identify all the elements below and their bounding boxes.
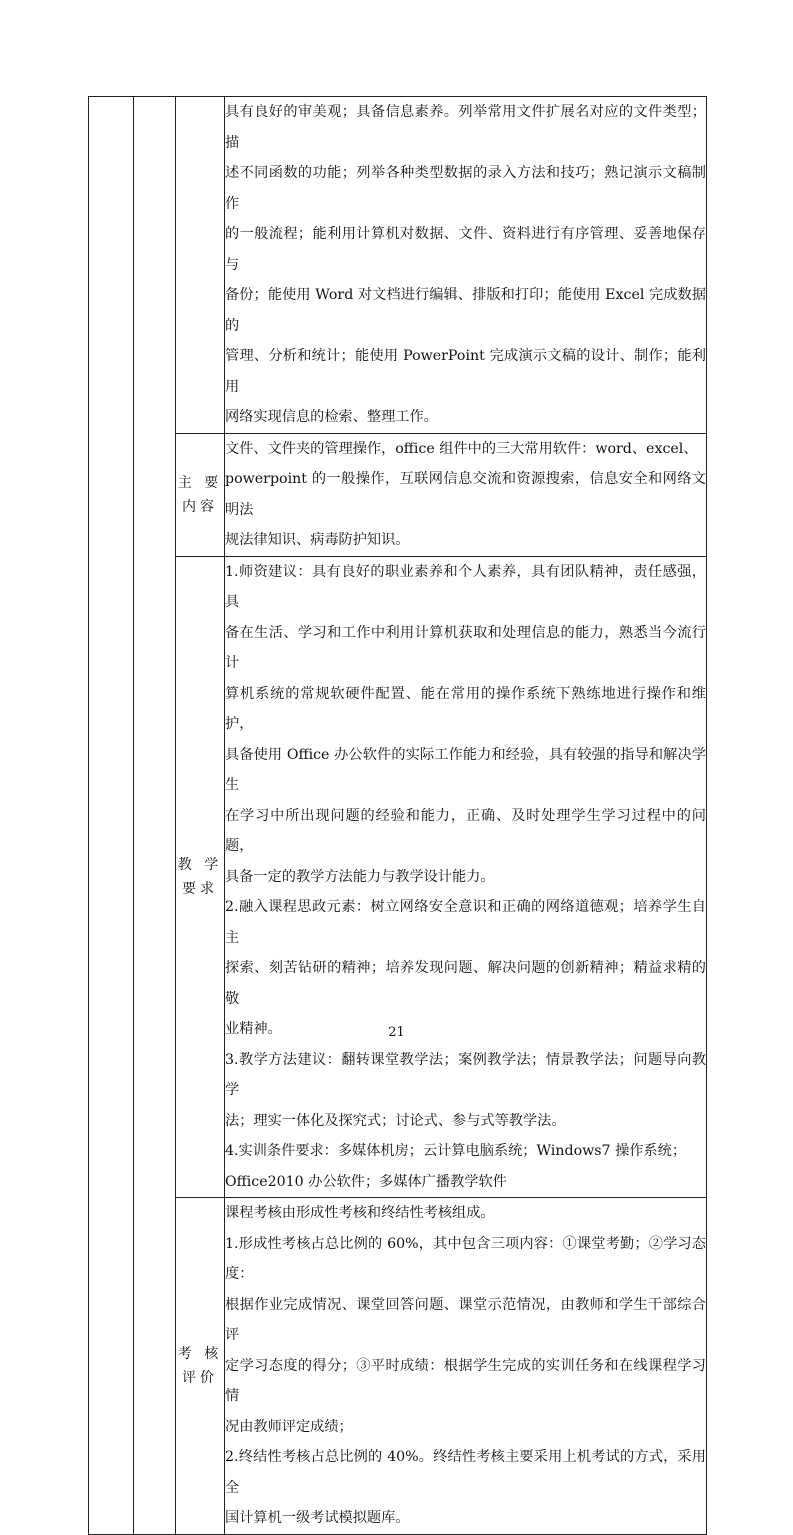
main-content-cell [225,433,707,556]
requirement-item-faculty [225,557,706,893]
text-line: 1.形成性考核占总比例的 60%，其中包含三项内容：①课堂考勤；②学习态度： [225,1235,706,1282]
text-line: 具备一定的教学方法能力与教学设计能力。 [225,868,495,885]
objectives-continuation-cell [225,97,707,434]
text-line: 法；理实一体化及探究式；讨论式、参与式等教学法。 [225,1112,566,1129]
label-line: 内容 [182,498,218,515]
text-line: 2.融入课程思政元素：树立网络安全意识和正确的网络道德观；培养学生自主 [225,899,706,946]
course-table [88,96,707,1535]
table-row-continuation [89,97,707,434]
text-line: 根据作业完成情况、课堂回答问题、课堂示范情况，由教师和学生干部综合评 [225,1296,706,1343]
text-line: 文件、文件夹的管理操作，office 组件中的三大常用软件：word、excel、 [225,440,698,457]
requirement-item-ideology [225,892,706,1045]
text-line: 探索、刻苦钻研的精神；培养发现问题、解决问题的创新精神；精益求精的敬 [225,960,706,1007]
text-line: 管理、分析和统计；能使用 PowerPoint 完成演示文稿的设计、制作；能利用 [225,348,706,395]
text-line: 1.师资建议：具有良好的职业素养和个人素养，具有团队精神，责任感强，具 [225,563,706,610]
text-line: 规法律知识、病毒防护知识。 [225,532,410,548]
label-line: 主 要 [177,474,223,491]
text-line: powerpoint 的一般操作，互联网信息交流和资源搜索，信息安全和网络文明法 [225,471,706,518]
text-line: 在学习中所出现问题的经验和能力，正确、及时处理学生学习过程中的问题， [225,807,706,854]
assessment-intro [225,1198,706,1229]
text-line: 2.终结性考核占总比例的 40%。终结性考核主要采用上机考试的方式，采用全 [225,1449,706,1496]
text-line: 定学习态度的得分；③平时成绩：根据学生完成的实训任务和在线课程学习情 [225,1357,706,1404]
label-line: 评价 [182,1369,218,1386]
assessment-summative [225,1442,706,1534]
course-name-cell [89,97,134,1535]
assessment-label [176,1198,225,1535]
requirement-item-methods [225,1045,706,1137]
table-row-teaching-requirements [89,556,707,1198]
text-line: 课程考核由形成性考核和终结性考核组成。 [225,1205,495,1221]
page-number: 21 [388,1025,405,1040]
label-cell-empty [176,97,225,434]
table-row-assessment [89,1198,707,1535]
main-content-label [176,433,225,556]
text-line: 3.教学方法建议：翻转课堂教学法；案例教学法；情景教学法；问题导向教学 [225,1051,706,1098]
text-line: 国计算机一级考试模拟题库。 [225,1510,410,1526]
text-line: 况由教师评定成绩； [225,1418,353,1435]
teaching-requirements-cell [225,556,707,1198]
text-line: 备在生活、学习和工作中利用计算机获取和处理信息的能力，熟悉当今流行计 [225,624,706,671]
text-line: 具有良好的审美观；具备信息素养。列举常用文件扩展名对应的文件类型；描 [225,104,706,151]
text-line: 算机系统的常规软硬件配置、能在常用的操作系统下熟练地进行操作和维护， [225,685,706,732]
text-line: 具备使用 Office 办公软件的实际工作能力和经验，具有较强的指导和解决学生 [225,746,706,793]
text-line: 的一般流程；能利用计算机对数据、文件、资料进行有序管理、妥善地保存与 [225,226,706,273]
text-line: 备份；能使用 Word 对文档进行编辑、排版和打印；能使用 Excel 完成数据的 [225,287,706,334]
text-line: 4.实训条件要求：多媒体机房；云计算电脑系统；Windows7 操作系统； [225,1143,687,1159]
label-line: 教 学 [177,856,223,873]
teaching-requirements-label [176,556,225,1198]
label-line: 要求 [182,880,218,897]
text-line: 述不同函数的功能；列举各种类型数据的录入方法和技巧；熟记演示文稿制作 [225,165,706,212]
text-line: 网络实现信息的检索、整理工作。 [225,409,438,425]
assessment-cell [225,1198,707,1535]
label-line: 考 核 [177,1345,223,1362]
text-line: 业精神。 [225,1021,282,1037]
text-line: Office2010 办公软件；多媒体广播教学软件 [225,1173,507,1190]
requirement-item-training-conditions [225,1136,706,1197]
course-info-cell [134,97,176,1535]
assessment-formative [225,1229,706,1443]
table-row-main-content [89,433,707,556]
